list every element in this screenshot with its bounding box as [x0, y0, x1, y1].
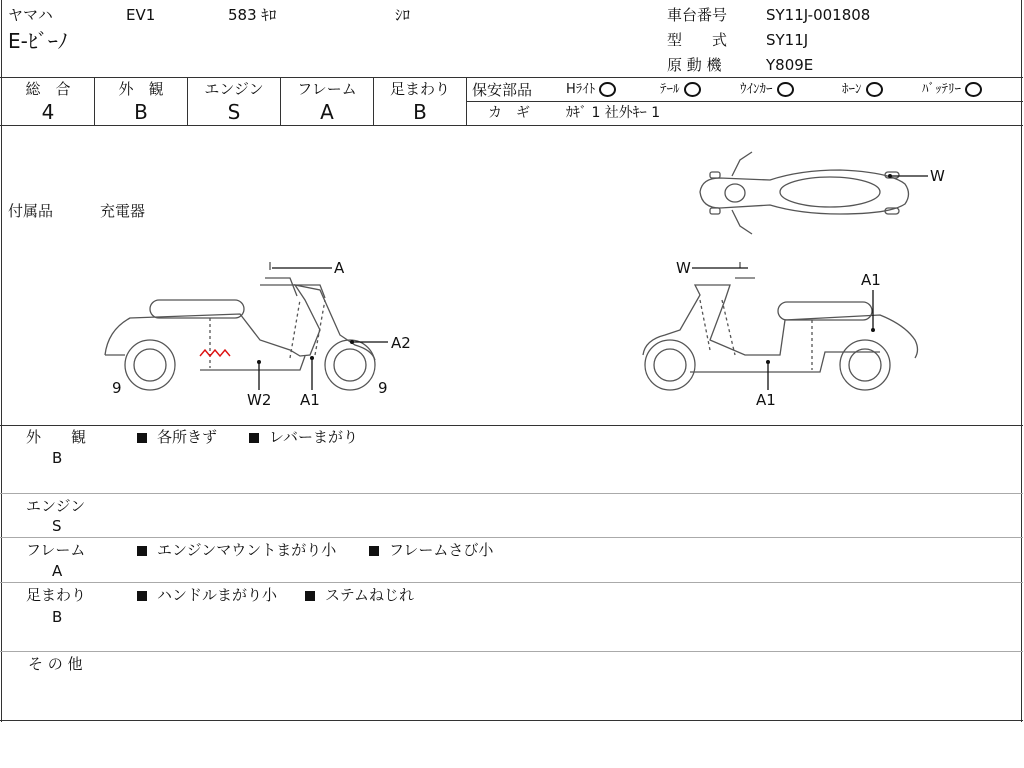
safety-item-label: ﾎｰﾝ: [842, 82, 862, 97]
bullet-square-icon: [305, 591, 315, 601]
type-label: 型 式: [667, 31, 728, 49]
notes-grade: B: [52, 608, 63, 626]
notes-item-text: 各所きず: [157, 428, 218, 446]
color: ｼﾛ: [395, 6, 411, 24]
grade-label-frame: フレーム: [297, 80, 357, 98]
safety-item-label: Hﾗｲﾄ: [566, 82, 596, 97]
bullet-square-icon: [137, 546, 147, 556]
diagram-label-left-a2: A2: [391, 334, 411, 352]
diagram-label-right-a1-bottom: A1: [756, 391, 776, 409]
bullet-square-icon: [137, 591, 147, 601]
notes-item: [137, 541, 336, 559]
safety-item-tail: [660, 81, 701, 99]
notes-item: [249, 428, 358, 446]
safety-item-winker: [740, 81, 794, 99]
notes-item: [137, 428, 217, 446]
diagram-label-left-a1: A1: [300, 391, 320, 409]
frame-no-label: 車台番号: [667, 6, 728, 24]
notes-label: 外 観: [26, 428, 87, 446]
model-code: EV1: [126, 6, 156, 24]
frame-no: SY11J-001808: [766, 6, 871, 24]
safety-item-headlight: [566, 81, 616, 99]
safety-item-label: ｳｲﾝｶｰ: [740, 82, 773, 97]
grade-label-suspension: 足まわり: [389, 80, 450, 98]
bullet-square-icon: [369, 546, 379, 556]
grade-label-overall: 総 合: [25, 80, 71, 98]
grade-value-frame: A: [320, 100, 334, 124]
notes-item-text: レバーまがり: [269, 428, 358, 446]
notes-label: エンジン: [26, 497, 86, 515]
ok-circle-icon: [777, 82, 794, 97]
key-label: カ ギ: [488, 105, 530, 121]
notes-item: [369, 541, 493, 559]
safety-item-label: ﾃｰﾙ: [660, 82, 680, 97]
maker: ヤマハ: [8, 6, 53, 24]
ok-circle-icon: [599, 82, 616, 97]
type-value: SY11J: [766, 31, 809, 49]
grade-label-exterior: 外 観: [118, 80, 164, 98]
notes-item: [137, 586, 277, 604]
mileage: 583 ｷﾛ: [228, 6, 277, 24]
notes-item-text: エンジンマウントまがり小: [157, 541, 337, 559]
grade-value-engine: S: [227, 100, 241, 124]
ok-circle-icon: [965, 82, 982, 97]
diagram-label-left-9b: 9: [378, 379, 388, 397]
scooter-top-view: [700, 152, 928, 234]
diagram-label-left-a: A: [334, 259, 345, 277]
ok-circle-icon: [866, 82, 883, 97]
notes-grade: A: [52, 562, 63, 580]
accessories-label: 付属品: [8, 202, 54, 220]
bullet-square-icon: [249, 433, 259, 443]
grade-value-overall: 4: [41, 100, 55, 124]
bullet-square-icon: [137, 433, 147, 443]
scooter-left-view: [105, 262, 388, 390]
safety-label: 保安部品: [472, 81, 533, 99]
notes-grade: B: [52, 449, 63, 467]
diagram-label-left-9a: 9: [112, 379, 122, 397]
notes-grade: S: [52, 517, 62, 535]
safety-item-horn: [842, 81, 883, 99]
diagram-label-right-w: W: [676, 259, 691, 277]
notes-item-text: ハンドルまがり小: [157, 586, 278, 604]
grade-value-suspension: B: [413, 100, 427, 124]
diagram-label-right-a1-top: A1: [861, 271, 881, 289]
diagram-label-left-w2: W2: [247, 391, 272, 409]
ok-circle-icon: [684, 82, 701, 97]
safety-item-battery: [922, 81, 982, 99]
notes-item-text: ステムねじれ: [325, 586, 414, 604]
diagram-label-top-w: W: [930, 167, 945, 185]
notes-label: フレーム: [26, 541, 86, 559]
grade-value-exterior: B: [134, 100, 148, 124]
grade-label-engine: エンジン: [204, 80, 264, 98]
notes-label: そ の 他: [28, 655, 83, 673]
engine-value: Y809E: [766, 56, 814, 74]
safety-item-label: ﾊﾞｯﾃﾘｰ: [922, 82, 961, 97]
model-name: E-ﾋﾞｰﾉ: [8, 29, 68, 53]
notes-label: 足まわり: [26, 586, 87, 604]
engine-label: 原 動 機: [667, 56, 722, 74]
notes-item-text: フレームさび小: [389, 541, 494, 559]
notes-item: [305, 586, 414, 604]
accessories-value: 充電器: [100, 202, 146, 220]
key-value: ｶｷﾞ 1 社外ｷｰ 1: [566, 105, 661, 121]
